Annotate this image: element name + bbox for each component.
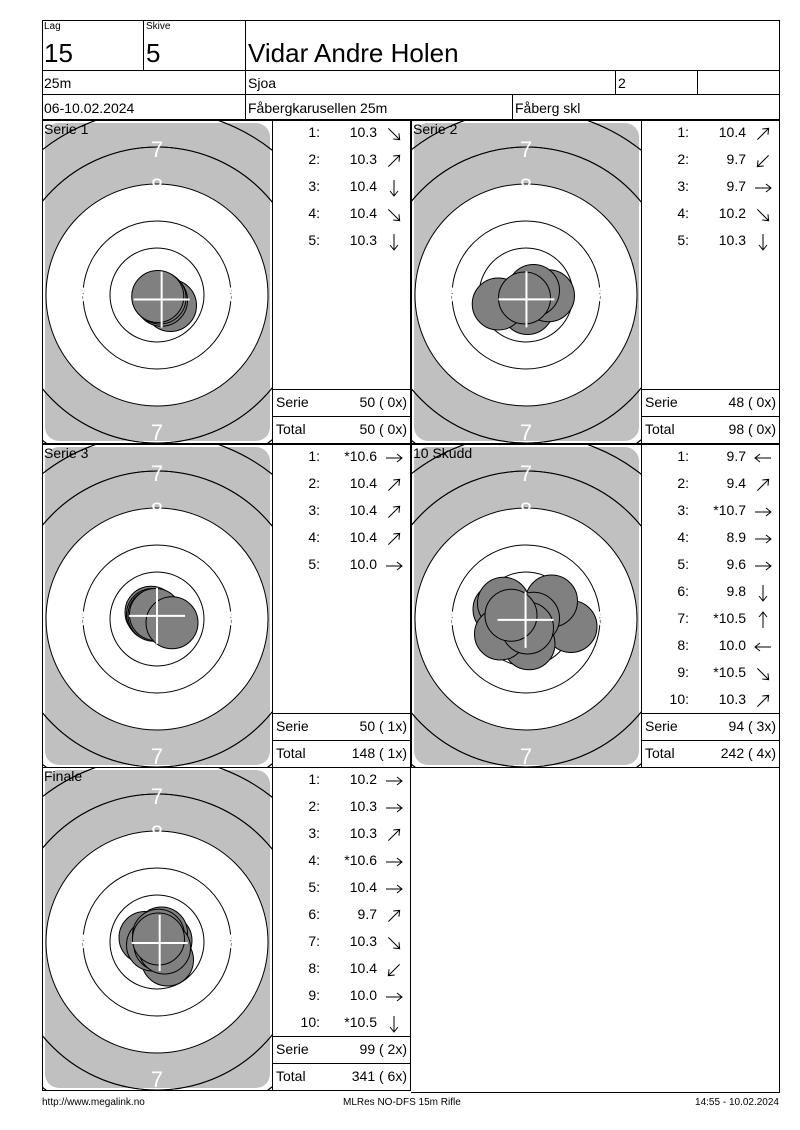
serie-value: 48 ( 0x) bbox=[728, 394, 776, 410]
competition: Fåbergkarusellen 25m bbox=[248, 100, 388, 116]
shot-number: 6: bbox=[308, 906, 320, 922]
direction-arrow-icon bbox=[384, 556, 404, 576]
ring-label: 7 bbox=[150, 1067, 164, 1090]
shot-row bbox=[273, 502, 410, 529]
shot-row bbox=[642, 556, 779, 583]
shot-row bbox=[642, 637, 779, 664]
distance: 25m bbox=[44, 75, 72, 91]
shot-row bbox=[273, 529, 410, 556]
shot-row bbox=[273, 987, 410, 1014]
hit-mark bbox=[146, 597, 198, 649]
target bbox=[412, 445, 642, 767]
ring-label: 8 bbox=[150, 707, 164, 732]
shot-number: 4: bbox=[677, 205, 689, 221]
direction-arrow-icon bbox=[753, 232, 773, 252]
class-cell bbox=[616, 71, 698, 95]
empty-area bbox=[411, 767, 780, 1093]
shot-row bbox=[273, 879, 410, 906]
shot-row bbox=[642, 502, 779, 529]
panel-4 bbox=[411, 444, 780, 768]
shot-number: 1: bbox=[677, 448, 689, 464]
shooter-cell bbox=[246, 20, 780, 71]
shot-number: 2: bbox=[308, 151, 320, 167]
shot-number: 7: bbox=[677, 610, 689, 626]
shot-number: 1: bbox=[677, 124, 689, 140]
hit-mark bbox=[133, 913, 185, 965]
shot-number: 1: bbox=[308, 771, 320, 787]
target bbox=[43, 445, 273, 767]
footer-left[interactable]: http://www.megalink.no bbox=[42, 1097, 145, 1108]
shot-number: 4: bbox=[308, 529, 320, 545]
shot-number: 10: bbox=[669, 691, 689, 707]
direction-arrow-icon bbox=[384, 151, 404, 171]
shot-row bbox=[642, 664, 779, 691]
shot-row bbox=[642, 124, 779, 151]
shot-row bbox=[642, 151, 779, 178]
ring-label: 8 bbox=[150, 383, 164, 408]
distance-cell bbox=[42, 71, 246, 95]
shot-value: 10.4 bbox=[349, 529, 377, 545]
ring-label: 8 bbox=[519, 498, 533, 523]
direction-arrow-icon bbox=[753, 637, 773, 657]
shot-number: 2: bbox=[308, 798, 320, 814]
serie-label: Serie bbox=[276, 394, 309, 410]
ring-label: 7 bbox=[519, 744, 533, 767]
total-label: Total bbox=[276, 1068, 306, 1084]
serie-label: Serie bbox=[276, 718, 309, 734]
target bbox=[412, 121, 642, 443]
direction-arrow-icon bbox=[384, 1014, 404, 1034]
total-value: 98 ( 0x) bbox=[728, 421, 776, 437]
shot-number: 5: bbox=[308, 556, 320, 572]
direction-arrow-icon bbox=[384, 475, 404, 495]
direction-arrow-icon bbox=[384, 798, 404, 818]
shot-row bbox=[273, 960, 410, 987]
direction-arrow-icon bbox=[753, 691, 773, 711]
shot-number: 2: bbox=[677, 475, 689, 491]
shot-value: 10.4 bbox=[349, 475, 377, 491]
venue: Fåberg skl bbox=[515, 100, 581, 116]
direction-arrow-icon bbox=[384, 178, 404, 198]
shot-value: 10.3 bbox=[349, 798, 377, 814]
lag-label: Lag bbox=[44, 21, 61, 32]
target-svg bbox=[43, 445, 272, 767]
shot-number: 1: bbox=[308, 448, 320, 464]
target-svg bbox=[412, 445, 641, 767]
shot-value: 9.4 bbox=[726, 475, 746, 491]
shot-number: 8: bbox=[308, 960, 320, 976]
shot-number: 2: bbox=[677, 151, 689, 167]
direction-arrow-icon bbox=[384, 771, 404, 791]
shot-value: 9.7 bbox=[726, 151, 746, 167]
shot-row bbox=[273, 906, 410, 933]
ring-label: 7 bbox=[150, 137, 164, 162]
direction-arrow-icon bbox=[384, 852, 404, 872]
skive-label: Skive bbox=[146, 21, 171, 32]
shot-row bbox=[273, 825, 410, 852]
panel-5 bbox=[42, 767, 411, 1091]
direction-arrow-icon bbox=[384, 933, 404, 953]
ring-label: 8 bbox=[596, 606, 610, 631]
shot-value: 10.3 bbox=[718, 691, 746, 707]
shot-number: 3: bbox=[677, 178, 689, 194]
ring-label: 7 bbox=[150, 784, 164, 809]
shot-number: 8: bbox=[677, 637, 689, 653]
total-row bbox=[273, 416, 410, 443]
shot-value: 10.0 bbox=[718, 637, 746, 653]
direction-arrow-icon bbox=[753, 205, 773, 225]
shot-value: 10.0 bbox=[349, 987, 377, 1003]
shot-row bbox=[642, 529, 779, 556]
total-row bbox=[642, 740, 779, 767]
hit-mark bbox=[485, 589, 537, 641]
shot-number: 3: bbox=[308, 502, 320, 518]
panel-title: Serie 1 bbox=[44, 121, 89, 137]
shot-row bbox=[642, 178, 779, 205]
shot-number: 10: bbox=[300, 1014, 320, 1030]
shot-number: 4: bbox=[677, 529, 689, 545]
shot-number: 7: bbox=[308, 933, 320, 949]
total-row bbox=[642, 416, 779, 443]
shot-value: 9.8 bbox=[726, 583, 746, 599]
ring-label: 7 bbox=[519, 420, 533, 443]
serie-row bbox=[273, 389, 410, 415]
shot-value: *10.6 bbox=[344, 852, 377, 868]
footer-right: 14:55 - 10.02.2024 bbox=[695, 1097, 779, 1108]
shot-value: 10.4 bbox=[349, 178, 377, 194]
club: Sjoa bbox=[248, 75, 277, 91]
shot-value: 10.3 bbox=[349, 825, 377, 841]
shot-number: 5: bbox=[677, 556, 689, 572]
shot-value: 10.2 bbox=[349, 771, 377, 787]
panel-title: Finale bbox=[44, 768, 83, 784]
shot-number: 6: bbox=[677, 583, 689, 599]
shot-value: 10.4 bbox=[349, 205, 377, 221]
lag-value: 15 bbox=[44, 38, 73, 68]
shot-row bbox=[273, 475, 410, 502]
shot-row bbox=[273, 852, 410, 879]
direction-arrow-icon bbox=[384, 529, 404, 549]
shot-value: 9.7 bbox=[726, 448, 746, 464]
direction-arrow-icon bbox=[384, 502, 404, 522]
shot-value: 10.3 bbox=[349, 232, 377, 248]
panel-3 bbox=[42, 444, 411, 768]
panel-1 bbox=[42, 120, 411, 444]
club-cell bbox=[246, 71, 616, 95]
ring-label: 7 bbox=[150, 420, 164, 443]
ring-label: 8 bbox=[73, 929, 87, 954]
direction-arrow-icon bbox=[384, 825, 404, 845]
shot-number: 3: bbox=[308, 825, 320, 841]
skive-value: 5 bbox=[146, 38, 161, 68]
dates: 06-10.02.2024 bbox=[44, 100, 135, 116]
skive-cell bbox=[144, 20, 246, 71]
ring-label: 7 bbox=[150, 744, 164, 767]
ring-label: 8 bbox=[596, 282, 610, 307]
ring-label: 8 bbox=[519, 707, 533, 732]
total-label: Total bbox=[645, 745, 675, 761]
ring-label: 7 bbox=[519, 137, 533, 162]
total-value: 50 ( 0x) bbox=[359, 421, 407, 437]
total-label: Total bbox=[645, 421, 675, 437]
direction-arrow-icon bbox=[753, 448, 773, 468]
shot-value: 9.7 bbox=[726, 178, 746, 194]
direction-arrow-icon bbox=[753, 178, 773, 198]
serie-label: Serie bbox=[276, 1041, 309, 1057]
total-value: 341 ( 6x) bbox=[351, 1068, 407, 1084]
shot-number: 4: bbox=[308, 205, 320, 221]
footer-center: MLRes NO-DFS 15m Rifle bbox=[343, 1097, 461, 1108]
direction-arrow-icon bbox=[753, 664, 773, 684]
shot-row bbox=[642, 448, 779, 475]
shot-row bbox=[642, 232, 779, 259]
ring-label: 7 bbox=[519, 461, 533, 486]
shot-number: 4: bbox=[308, 852, 320, 868]
ring-label: 8 bbox=[150, 821, 164, 846]
shot-number: 3: bbox=[677, 502, 689, 518]
panel-title: Serie 2 bbox=[413, 121, 458, 137]
serie-value: 99 ( 2x) bbox=[359, 1041, 407, 1057]
shot-value: 9.6 bbox=[726, 556, 746, 572]
shot-row bbox=[642, 610, 779, 637]
shot-value: *10.7 bbox=[713, 502, 746, 518]
shot-number: 3: bbox=[308, 178, 320, 194]
shot-row bbox=[642, 475, 779, 502]
direction-arrow-icon bbox=[753, 529, 773, 549]
shot-value: 10.4 bbox=[718, 124, 746, 140]
shot-number: 5: bbox=[308, 879, 320, 895]
direction-arrow-icon bbox=[753, 475, 773, 495]
ring-label: 8 bbox=[73, 606, 87, 631]
direction-arrow-icon bbox=[384, 124, 404, 144]
shot-number: 1: bbox=[308, 124, 320, 140]
shot-value: 10.4 bbox=[349, 502, 377, 518]
shot-row bbox=[273, 124, 410, 151]
direction-arrow-icon bbox=[384, 960, 404, 980]
ring-label: 8 bbox=[442, 606, 456, 631]
shot-row bbox=[273, 556, 410, 583]
serie-value: 50 ( 0x) bbox=[359, 394, 407, 410]
hit-mark bbox=[132, 271, 184, 323]
shot-value: *10.5 bbox=[713, 610, 746, 626]
direction-arrow-icon bbox=[753, 583, 773, 603]
direction-arrow-icon bbox=[384, 987, 404, 1007]
ring-label: 8 bbox=[519, 174, 533, 199]
shot-value: 8.9 bbox=[726, 529, 746, 545]
total-label: Total bbox=[276, 421, 306, 437]
target bbox=[43, 121, 273, 443]
ring-label: 8 bbox=[227, 282, 241, 307]
direction-arrow-icon bbox=[384, 205, 404, 225]
shooter-name: Vidar Andre Holen bbox=[248, 38, 459, 68]
serie-row bbox=[273, 1036, 410, 1062]
shot-row bbox=[273, 232, 410, 259]
shot-value: 10.2 bbox=[718, 205, 746, 221]
direction-arrow-icon bbox=[384, 232, 404, 252]
total-row bbox=[273, 1063, 410, 1090]
shot-number: 5: bbox=[677, 232, 689, 248]
shot-value: 10.3 bbox=[349, 933, 377, 949]
serie-label: Serie bbox=[645, 394, 678, 410]
serie-value: 50 ( 1x) bbox=[359, 718, 407, 734]
shot-value: 10.3 bbox=[718, 232, 746, 248]
shot-value: 10.0 bbox=[349, 556, 377, 572]
direction-arrow-icon bbox=[753, 556, 773, 576]
venue-cell bbox=[513, 95, 780, 120]
ring-label: 8 bbox=[227, 606, 241, 631]
shot-value: 10.4 bbox=[349, 879, 377, 895]
shot-list bbox=[642, 121, 779, 443]
shot-row bbox=[642, 583, 779, 610]
serie-row bbox=[642, 713, 779, 739]
lag-cell bbox=[42, 20, 144, 71]
total-value: 148 ( 1x) bbox=[351, 745, 407, 761]
ring-label: 8 bbox=[150, 174, 164, 199]
serie-row bbox=[642, 389, 779, 415]
shot-row bbox=[273, 151, 410, 178]
shot-row bbox=[642, 205, 779, 232]
hit-mark bbox=[499, 272, 551, 324]
ring-label: 8 bbox=[519, 383, 533, 408]
ring-label: 7 bbox=[150, 461, 164, 486]
direction-arrow-icon bbox=[753, 610, 773, 630]
shot-value: 10.3 bbox=[349, 124, 377, 140]
total-label: Total bbox=[276, 745, 306, 761]
shot-number: 9: bbox=[677, 664, 689, 680]
shot-row bbox=[273, 798, 410, 825]
target-svg bbox=[43, 768, 272, 1090]
blank-cell bbox=[698, 71, 780, 95]
shot-value: 10.4 bbox=[349, 960, 377, 976]
shot-value: 9.7 bbox=[357, 906, 377, 922]
shot-row bbox=[273, 771, 410, 798]
shot-row bbox=[273, 205, 410, 232]
target-svg bbox=[412, 121, 641, 443]
shot-row bbox=[273, 933, 410, 960]
ring-label: 8 bbox=[73, 282, 87, 307]
ring-label: 8 bbox=[442, 282, 456, 307]
panel-title: 10 Skudd bbox=[413, 445, 473, 461]
ring-label: 8 bbox=[150, 498, 164, 523]
direction-arrow-icon bbox=[753, 151, 773, 171]
total-row bbox=[273, 740, 410, 767]
shot-row bbox=[273, 448, 410, 475]
serie-row bbox=[273, 713, 410, 739]
shot-row bbox=[273, 178, 410, 205]
competition-cell bbox=[246, 95, 513, 120]
shot-list bbox=[642, 445, 779, 767]
dates-cell bbox=[42, 95, 246, 120]
target-svg bbox=[43, 121, 272, 443]
shot-list bbox=[273, 768, 410, 1090]
shot-number: 2: bbox=[308, 475, 320, 491]
panel-2 bbox=[411, 120, 780, 444]
ring-label: 8 bbox=[150, 1030, 164, 1055]
direction-arrow-icon bbox=[753, 124, 773, 144]
shot-list bbox=[273, 121, 410, 443]
direction-arrow-icon bbox=[384, 448, 404, 468]
direction-arrow-icon bbox=[384, 906, 404, 926]
direction-arrow-icon bbox=[753, 502, 773, 522]
shot-value: *10.5 bbox=[713, 664, 746, 680]
shot-list bbox=[273, 445, 410, 767]
serie-value: 94 ( 3x) bbox=[728, 718, 776, 734]
shot-value: *10.5 bbox=[344, 1014, 377, 1030]
shot-value: *10.6 bbox=[344, 448, 377, 464]
direction-arrow-icon bbox=[384, 879, 404, 899]
serie-label: Serie bbox=[645, 718, 678, 734]
total-value: 242 ( 4x) bbox=[720, 745, 776, 761]
shot-number: 9: bbox=[308, 987, 320, 1003]
target bbox=[43, 768, 273, 1090]
shot-number: 5: bbox=[308, 232, 320, 248]
shot-value: 10.3 bbox=[349, 151, 377, 167]
ring-label: 8 bbox=[227, 929, 241, 954]
panel-title: Serie 3 bbox=[44, 445, 89, 461]
class: 2 bbox=[618, 75, 626, 91]
